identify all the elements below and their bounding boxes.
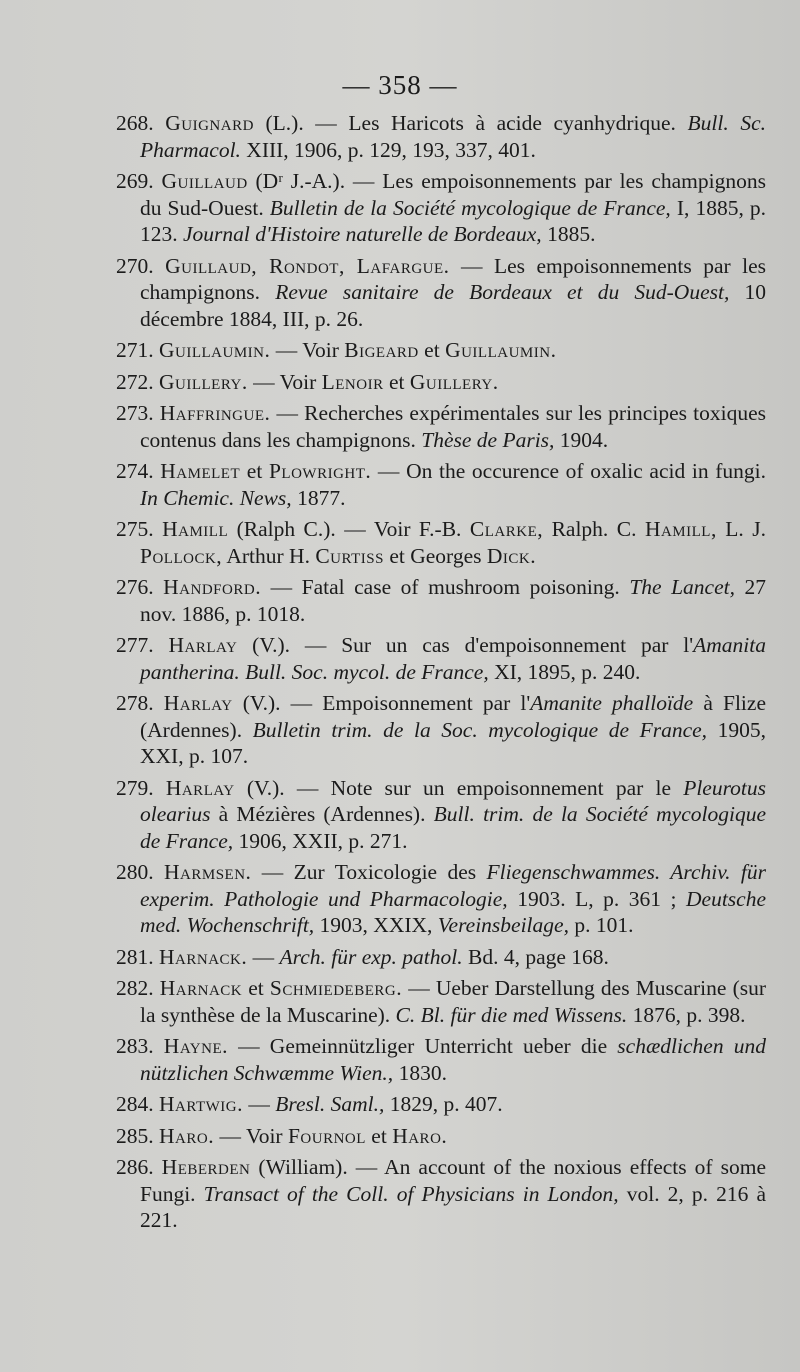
- entry-text: à Flize (Ardennes).: [140, 691, 766, 742]
- source-title: The Lancet,: [629, 575, 735, 599]
- source-title: Revue sanitaire de Bordeaux et du Sud-Ouest,: [275, 280, 730, 304]
- author-name: Harlay: [165, 775, 235, 800]
- entry-text: à Mézières (Ardennes).: [210, 802, 434, 826]
- author-name: Pollock,: [140, 543, 223, 568]
- bibliography-entry: [116, 168, 766, 248]
- entry-number: 280.: [116, 860, 164, 884]
- author-name: Lenoir: [321, 369, 384, 394]
- bibliography-entry: [116, 337, 766, 364]
- entry-text: 1903. L, p. 361 ;: [507, 886, 686, 911]
- bibliography-entry: [116, 574, 766, 627]
- source-title: Bresl. Saml.,: [275, 1092, 385, 1116]
- author-name: Dick.: [486, 543, 537, 568]
- author-name: Hartwig.: [159, 1092, 243, 1116]
- entry-text: I, 1885, p. 123.: [140, 195, 766, 246]
- author-name: Bigeard: [344, 338, 419, 362]
- entry-text: — Fatal case of mushroom poisoning.: [261, 575, 630, 599]
- entry-text: Ralph. C.: [543, 517, 645, 541]
- entry-number: 276.: [116, 575, 164, 599]
- entry-text: et: [240, 459, 269, 483]
- source-title: Vereinsbeilage,: [437, 913, 569, 937]
- entry-text: 1830.: [393, 1060, 447, 1085]
- entry-text: — Voir: [214, 1123, 288, 1148]
- entry-number: 277.: [116, 633, 169, 657]
- entry-text: 1906, XXII, p. 271.: [233, 828, 408, 853]
- author-name: Guillaud: [161, 169, 248, 193]
- entry-text: — Voir: [270, 338, 345, 362]
- entry-text: 1885.: [541, 222, 596, 246]
- author-name: Curtiss: [315, 543, 384, 568]
- bibliography-entry: [116, 944, 766, 971]
- entry-text: L. J.: [716, 517, 767, 541]
- bibliography-entry: [116, 516, 766, 569]
- bibliography-entry: [116, 975, 766, 1028]
- author-name: Harlay: [163, 691, 233, 715]
- entry-text: — Zur Toxicologie des: [251, 860, 487, 884]
- entry-text: Arthur H.: [222, 543, 316, 568]
- source-title: Bull. Sc. Pharmacol.: [140, 111, 766, 162]
- entry-text: Bd. 4, page 168.: [462, 944, 609, 969]
- entry-text: — Les empoisonnements par les champignons.: [140, 253, 766, 304]
- bibliography-entry: [116, 1091, 766, 1118]
- author-name: Haro.: [159, 1123, 215, 1148]
- entry-text: 1829, p. 407.: [384, 1092, 503, 1116]
- author-name: Haro.: [392, 1123, 448, 1148]
- bibliography-entry: [116, 690, 766, 770]
- entry-text: et: [242, 976, 270, 1000]
- bibliography-entry: [116, 458, 766, 511]
- source-title: Amanite phalloïde: [530, 691, 694, 715]
- entry-text: et: [383, 369, 410, 394]
- entry-text: (Ralph C.). — Voir F.-B.: [228, 517, 470, 541]
- source-title: Bulletin de la Société mycologique de France,: [269, 195, 671, 220]
- entry-text: — On the occurence of oxalic acid in fungi.: [371, 459, 766, 483]
- entry-text: 1877.: [291, 485, 346, 510]
- entry-number: 274.: [116, 459, 161, 483]
- entry-text: et Georges: [383, 543, 487, 568]
- author-name: Harmsen.: [164, 860, 252, 884]
- entry-text: 1904.: [554, 427, 609, 452]
- page-number: — 358 —: [342, 70, 458, 100]
- author-name: Hamill,: [644, 517, 717, 541]
- source-title: Deutsche med. Wochenschrift,: [140, 886, 766, 937]
- author-name: Guillaumin.: [445, 338, 557, 362]
- entry-number: 281.: [116, 944, 159, 969]
- author-name: Plowright.: [268, 459, 372, 483]
- author-name: Harnack: [159, 976, 243, 1000]
- source-title: Thèse de Paris,: [421, 427, 555, 452]
- entry-text: (William). — An account of the noxious effects of some Fungi.: [140, 1155, 767, 1206]
- author-name: Heberden: [161, 1155, 251, 1179]
- entry-text: et: [365, 1123, 393, 1148]
- source-title: In Chemic. News,: [140, 485, 292, 510]
- author-name: Guillery.: [409, 369, 499, 394]
- entry-text: (V.). — Empoisonnement par l': [232, 691, 531, 715]
- author-name: Harnack.: [159, 944, 248, 969]
- bibliography-entry: [116, 859, 766, 939]
- bibliography-entry: [116, 1154, 766, 1234]
- source-title: schædlichen und nützlichen Schwæmme Wien.,: [140, 1034, 766, 1085]
- entry-number: 271.: [116, 338, 159, 362]
- author-name: Haffringue.: [159, 401, 271, 425]
- entry-text: 1876, p. 398.: [627, 1002, 746, 1027]
- entry-text: vol. 2, p. 216 à 221.: [140, 1181, 766, 1232]
- author-name: Guillery.: [159, 369, 248, 394]
- bibliography-entry: [116, 775, 766, 855]
- entry-number: 268.: [116, 111, 166, 135]
- author-name: Harlay: [168, 633, 238, 657]
- entry-text: — Ueber Darstellung des Muscarine (sur la synthèse de la Muscarine).: [140, 976, 766, 1027]
- entry-number: 270.: [116, 253, 166, 278]
- bibliography-entry: [116, 369, 766, 396]
- entry-text: — Voir: [247, 369, 322, 394]
- entry-text: p. 101.: [568, 913, 634, 937]
- source-title: Pleurotus olearius: [140, 775, 766, 826]
- entry-number: 272.: [116, 369, 159, 394]
- entry-text: XI, 1895, p. 240.: [488, 659, 641, 684]
- author-name: Hamill: [162, 517, 229, 541]
- source-title: Journal d'Histoire naturelle de Bordeaux,: [183, 222, 542, 246]
- source-title: Arch. für exp. pathol.: [279, 944, 463, 969]
- entry-number: 275.: [116, 517, 163, 541]
- entry-number: 284.: [116, 1092, 159, 1116]
- bibliography-entry: [116, 632, 766, 685]
- author-name: Clarke,: [469, 517, 544, 541]
- entry-text: 1905, XXI, p. 107.: [140, 717, 766, 768]
- entry-text: 1903, XXIX,: [314, 913, 438, 937]
- entry-text: (V.). — Note sur un empoisonnement par le: [234, 775, 684, 800]
- source-title: Bulletin trim. de la Soc. mycologique de France,: [252, 717, 708, 742]
- author-name: Guillaumin.: [159, 338, 271, 362]
- entry-number: 279.: [116, 775, 166, 800]
- author-name: Handford.: [163, 575, 262, 599]
- entry-text: et: [418, 338, 446, 362]
- entry-text: 27 nov. 1886, p. 1018.: [140, 575, 767, 626]
- bibliography-entry: [116, 1123, 766, 1150]
- entry-number: 282.: [116, 976, 160, 1000]
- bibliography-list: [116, 110, 766, 1239]
- source-title: Fliegenschwammes. Archiv. für experim. Pathologie und Pharmacologie,: [140, 860, 766, 911]
- source-title: Bull. trim. de la Société mycologique de France,: [140, 802, 766, 853]
- entry-number: 285.: [116, 1123, 159, 1148]
- entry-text: —: [247, 944, 280, 969]
- author-name: Guignard: [165, 111, 254, 135]
- entry-text: —: [243, 1092, 276, 1116]
- bibliography-entry: [116, 110, 766, 163]
- author-name: Hayne.: [163, 1034, 228, 1058]
- author-name: Hamelet: [160, 459, 241, 483]
- bibliography-entry: [116, 1033, 766, 1086]
- entry-number: 278.: [116, 691, 164, 715]
- source-title: Transact of the Coll. of Physicians in London,: [203, 1181, 619, 1206]
- entry-text: (V.). — Sur un cas d'empoisonnement par l': [237, 633, 694, 657]
- entry-number: 286.: [116, 1155, 162, 1179]
- entry-number: 273.: [116, 401, 160, 425]
- bibliography-entry: [116, 253, 766, 333]
- source-title: C. Bl. für die med Wissens.: [395, 1002, 628, 1027]
- entry-number: 269.: [116, 169, 162, 193]
- entry-text: 10 décembre 1884, III, p. 26.: [140, 280, 767, 331]
- entry-text: (L.). — Les Haricots à acide cyanhydrique.: [253, 111, 688, 135]
- author-name: Fournol: [287, 1123, 366, 1148]
- bibliography-entry: [116, 400, 766, 453]
- entry-text: (Dʳ J.-A.). — Les empoisonnements par les champignons du Sud-Ouest.: [140, 169, 766, 220]
- entry-text: XIII, 1906, p. 129, 193, 337, 401.: [240, 137, 536, 162]
- source-title: Amanita pantherina. Bull. Soc. mycol. de France,: [140, 633, 766, 684]
- author-name: Guillaud, Rondot, Lafargue.: [165, 253, 450, 278]
- entry-number: 283.: [116, 1034, 164, 1058]
- author-name: Schmiedeberg.: [269, 976, 403, 1000]
- entry-text: — Gemeinnützliger Unterricht ueber die: [227, 1034, 618, 1058]
- entry-text: — Recherches expérimentales sur les principes toxiques contenus dans les champignons.: [140, 401, 766, 452]
